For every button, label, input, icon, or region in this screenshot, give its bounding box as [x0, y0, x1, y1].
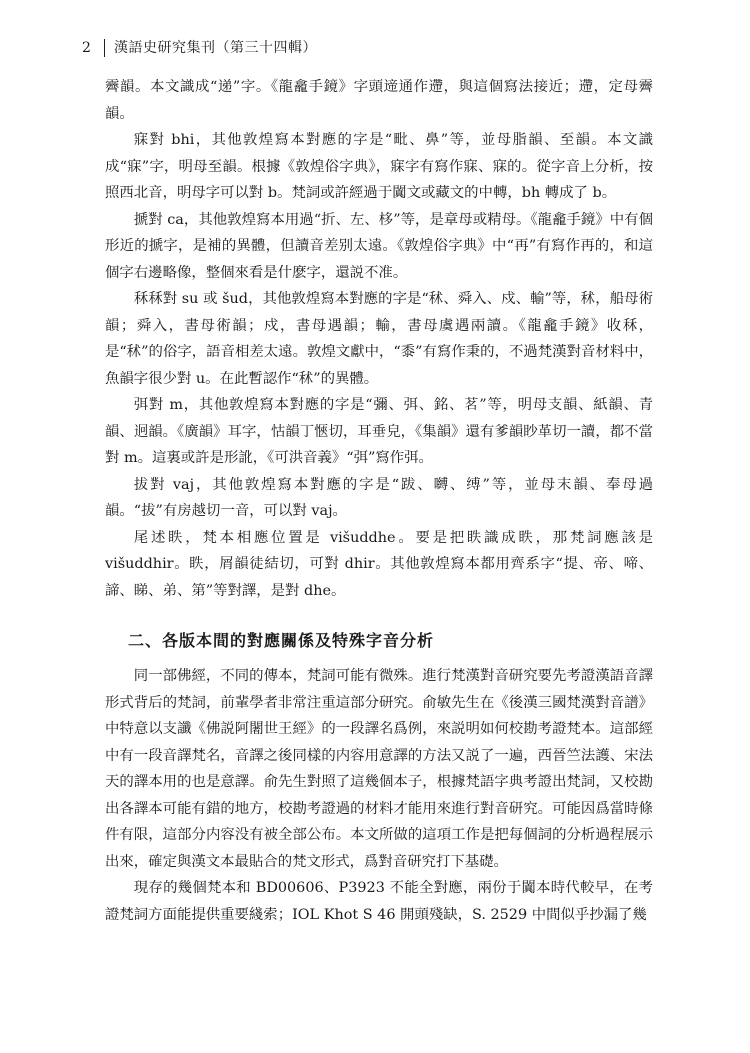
paragraph: 秝秝對 su 或 šud，其他敦煌寫本對應的字是“秫、舜入、戍、輸”等，秫，船母術韻；舜入，書母術韻；戍，書母遇韻；輸，書母虞遇兩讀。《龍龕手鏡》收秝，是“秫”的俗字，語音相差太遠。敦煌文獻中，“黍”有寫作秉的，不過梵漢對音材料中，魚韻字很少對 u。在此暫認作“秫”的異體。: [105, 291, 653, 387]
header-divider: [104, 39, 105, 57]
body-text: [105, 74, 653, 928]
paragraph: 寐對 bhi，其他敦煌寫本對應的字是“毗、鼻”等，並母脂韻、至韻。本文識成“寐”字，明母至韻。根據《敦煌俗字典》，寐字有寫作寐、寐的。從字音上分析，按照西北音，明母字可以對 b。梵詞或許經過于闐文或藏文的中轉，bh 轉成了 b。: [105, 132, 653, 201]
paragraph: 拔對 vaj，其他敦煌寫本對應的字是“跋、嚩、缚”等，並母末韻、奉母過韻。“拔”有房越切一音，可以對 vaj。: [105, 476, 653, 519]
page-number: 2: [82, 40, 91, 56]
running-header: [0, 38, 750, 58]
journal-title: 漢語史研究集刊（第三十四輯）: [114, 40, 317, 56]
paragraph: 霽韻。本文識成“递”字。《龍龕手鏡》字頭遆通作遰，與這個寫法接近；遰，定母霽韻。: [105, 79, 653, 122]
paragraph: 現存的幾個梵本和 BD00606、P3923 不能全對應，兩份于闐本時代較早，在考證梵詞方面能提供重要綫索；IOL Khot S 46 開頭殘缺，S. 2529 中間似乎抄漏了幾: [105, 880, 653, 923]
paragraph: 弭對 m，其他敦煌寫本對應的字是“彌、弭、銘、茗”等，明母支韻、紙韻、青韻、迥韻。《廣韻》耳字，怙韻丁愜切，耳垂皃，《集韻》還有爹韻眇革切一讀，都不當對 m。這裏或許是形訛，《可洪音義》“弭”寫作弭。: [105, 397, 653, 466]
section-heading: 二、各版本間的對應關係及特殊字音分析: [128, 631, 435, 650]
paragraph: 搋對 ca，其他敦煌寫本用過“折、左、栘”等，是章母或精母。《龍龕手鏡》中有個形近的搋字，是補的異體，但讀音差别太遠。《敦煌俗字典》中“再”有寫作再的，和這個字右邊略像，整個來看是什麽字，還説不准。: [105, 211, 653, 281]
paragraph: 同一部佛經，不同的傳本，梵詞可能有微殊。進行梵漢對音研究要先考證漢語音譯形式背后的梵詞，前輩學者非常注重這部分研究。俞敏先生在《後漢三國梵漢對音譜》中特意以支讖《佛説阿闍世王經》的一段譯名爲例，來説明如何校勘考證梵本。這部經中有一段音譯梵名，音譯之後同樣的内容用意譯的方法又説了一遍，西晉竺法護、宋法天的譯本用的也是意譯。俞先生對照了這幾個本子，根據梵語字典考證出梵詞，又校勘出各譯本可能有錯的地方，校勘考證過的材料才能用來進行對音研究。可能因爲當時條件有限，這部分内容没有被全部公布。本文所做的這項工作是把每個詞的分析過程展示出來，確定與漢文本最貼合的梵文形式，爲對音研究打下基礎。: [105, 668, 653, 870]
paragraph: 尾述眣，梵本相應位置是 višuddhe。要是把眣識成眣，那梵詞應該是 višuddhir。眣，屑韻徒結切，可對 dhir。其他敦煌寫本都用齊系字“提、帝、啼、諦、睇、弟、第”等對譯，是對 dhe。: [105, 529, 653, 599]
